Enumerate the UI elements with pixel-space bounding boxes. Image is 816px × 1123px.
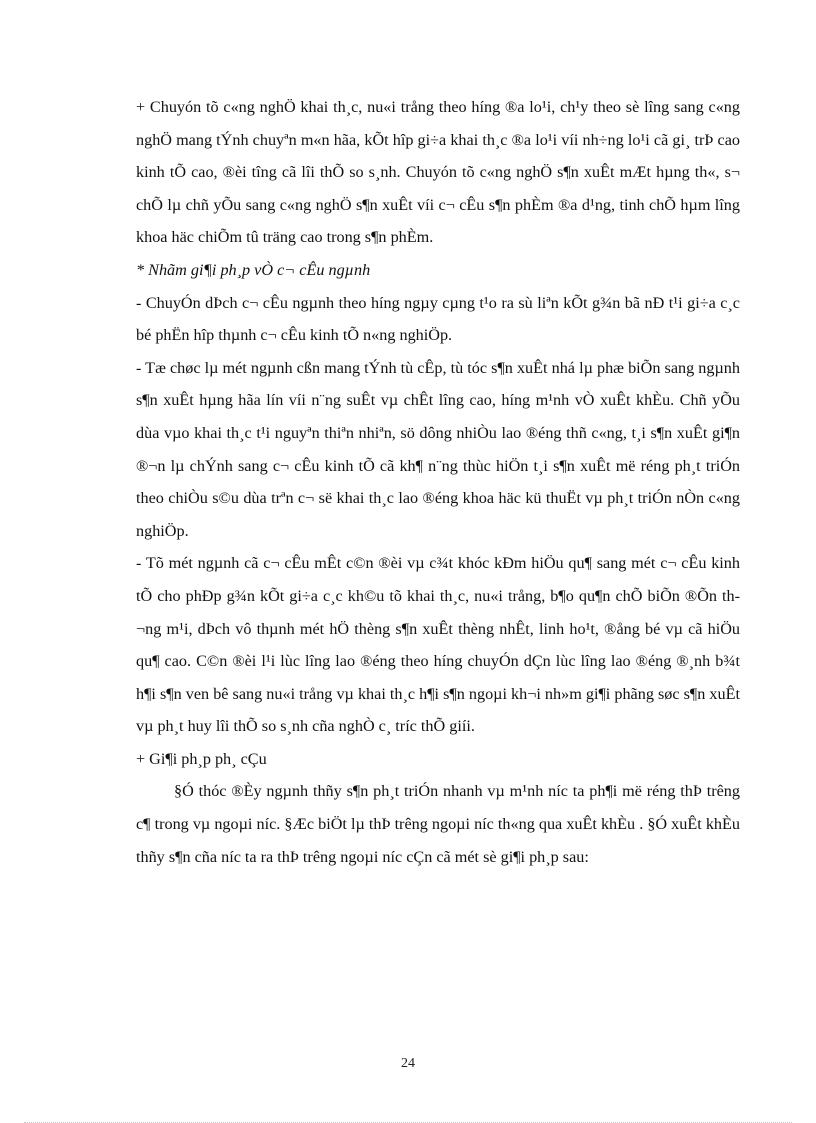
paragraph: - ChuyÓn dÞch c¬ cÊu ngµnh theo híng ngµy cµng t¹o ra sù liªn kÕt g¾n bã nÐ t¹i gi÷a c¸c bé phËn hîp thµnh c¬ cÊu kinh tÕ n«ng nghiÖp. xyxy=(136,293,740,345)
paragraph: - Tõ mét ngµnh cã c¬ cÊu mÊt c©n ®èi vµ c¾t khóc kÐm hiÖu qu¶ sang mét c¬ cÊu kinh tÕ cho phÐp g¾n kÕt gi÷a c¸c kh©u tõ khai th¸c, nu«i trång, b¶o qu¶n chÕ biÕn ®Õn th¬ng m¹i, dÞch vô thµnh mét hÖ thèng s¶n xuÊt thèng nhÊt, linh ho¹t, ®ång bé vµ cã hiÖu qu¶ cao. C©n ®èi l¹i lùc lîng lao ®éng theo híng chuyÓn dÇn lùc lîng lao ®éng ®¸nh b¾t h¶i s¶n ven bê sang nu«i trång vµ khai th¸c h¶i s¶n ngoµi kh¬i nh»m gi¶i phãng søc s¶n xuÊt vµ ph¸t huy lîi thÕ so s¸nh cña nghÒ c¸ tríc thÕ giíi. xyxy=(136,554,740,736)
paragraph: - Tæ chøc lµ mét ngµnh cßn mang tÝnh tù cÊp, tù tóc s¶n xuÊt nhá lµ phæ biÕn sang ngµnh s¶n xuÊt hµng hãa lín víi n¨ng suÊt vµ chÊt lîng cao, híng m¹nh vÒ xuÊt khÈu. Chñ yÕu dùa vµo khai th¸c t¹i nguyªn thiªn nhiªn, sö dông nhiÒu lao ®éng thñ c«ng, t¸i s¶n xuÊt gi¶n ®¬n lµ chÝnh sang c¬ cÊu kinh tÕ cã kh¶ n¨ng thùc hiÖn t¸i s¶n xuÊt më réng ph¸t triÓn theo chiÒu s©u dùa trªn c¬ së khai th¸c lao ®éng khoa häc kü thuËt vµ ph¸t triÓn nÒn c«ng nghiÖp. xyxy=(136,358,740,540)
page-number: 24 xyxy=(401,1056,415,1071)
paragraph: + Chuyón tõ c«ng nghÖ khai th¸c, nu«i trång theo híng ®a lo¹i, ch¹y theo sè lîng sang c«ng nghÖ mang tÝnh chuyªn m«n hãa, kÕt hîp gi÷a khai th¸c ®a lo¹i víi nh÷ng lo¹i cã gi¸ trÞ cao kinh tÕ cao, ®èi tîng cã lîi thÕ so s¸nh. Chuyón tõ c«ng nghÖ s¶n xuÊt mÆt hµng th«, s¬ chÕ lµ chñ yÕu sang c«ng nghÖ s¶n xuÊt víi c¬ cÊu s¶n phÈm ®a d¹ng, tinh chÕ hµm lîng khoa häc chiÕm tû träng cao trong s¶n phÈm. xyxy=(136,98,740,247)
paragraph: + Gi¶i ph¸p ph¸ cÇu xyxy=(136,749,267,768)
section-heading: * Nhãm gi¶i ph¸p vÒ c¬ cÊu ngµnh xyxy=(136,260,371,279)
paragraph: §Ó thóc ®Èy ngµnh thñy s¶n ph¸t triÓn nhanh vµ m¹nh níc ta ph¶i më réng thÞ trêng c¶ trong vµ ngoµi níc. §Æc biÖt lµ thÞ trêng ngoµi níc th«ng qua xuÊt khÈu . §Ó xuÊt khÈu thñy s¶n cña níc ta ra thÞ trêng ngoµi níc cÇn cã mét sè gi¶i ph¸p sau: xyxy=(136,782,740,866)
body-text xyxy=(136,91,740,873)
